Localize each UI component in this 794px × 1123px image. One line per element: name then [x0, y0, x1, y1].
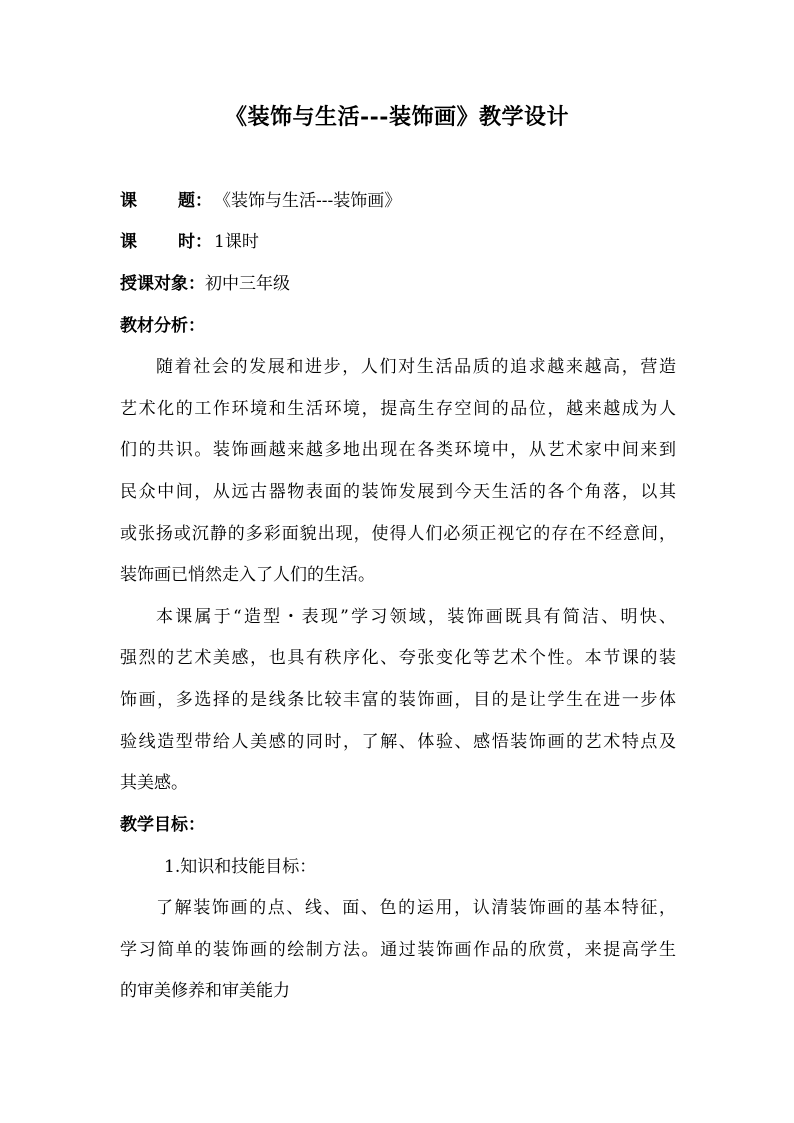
- analysis-para1-line: 们的共识。装饰画越来越多地出现在各类环境中，从艺术家中间来到: [120, 440, 676, 460]
- topic-label: 课 题：: [120, 191, 212, 211]
- goals-subheading-knowledge: 1.知识和技能目标：: [164, 857, 317, 877]
- goals-para-line: 学习简单的装饰画的绘制方法。通过装饰画作品的欣赏，来提高学生: [120, 940, 676, 960]
- goals-para-line: 了解装饰画的点、线、面、色的运用，认清装饰画的基本特征，: [156, 898, 676, 918]
- audience-label: 授课对象：: [120, 274, 205, 294]
- topic-value: 《装饰与生活---装饰画》: [214, 191, 402, 211]
- analysis-para1-line: 随着社会的发展和进步，人们对生活品质的追求越来越高，营造: [156, 357, 676, 377]
- analysis-para1-line: 或张扬或沉静的多彩面貌出现，使得人们必须正视它的存在不经意间，: [120, 524, 676, 544]
- analysis-para1-line: 民众中间，从远古器物表面的装饰发展到今天生活的各个角落，以其: [120, 482, 676, 502]
- goals-para-line: 的审美修养和审美能力: [120, 981, 290, 1001]
- audience-value: 初中三年级: [205, 274, 290, 294]
- analysis-para2-line: 强烈的艺术美感，也具有秩序化、夸张变化等艺术个性。本节课的装: [120, 648, 676, 668]
- analysis-para2-line: 饰画，多选择的是线条比较丰富的装饰画，目的是让学生在进一步体: [120, 690, 676, 710]
- analysis-para2-line: 验线造型带给人美感的同时，了解、体验、感悟装饰画的艺术特点及: [120, 732, 676, 752]
- analysis-heading: 教材分析：: [120, 316, 205, 336]
- analysis-para2-line: 其美感。: [120, 773, 188, 793]
- hours-line: [120, 231, 259, 253]
- topic-line: [120, 190, 401, 212]
- analysis-para1-line: 装饰画已悄然走入了人们的生活。: [120, 565, 375, 585]
- hours-label: 课 时：: [120, 232, 212, 252]
- analysis-para2-line: 本课属于“造型・表现”学习领域，装饰画既具有简洁、明快、: [156, 607, 676, 627]
- hours-value: 1课时: [214, 232, 259, 252]
- analysis-para1-line: 艺术化的工作环境和生活环境，提高生存空间的品位，越来越成为人: [120, 399, 676, 419]
- audience-line: [120, 273, 290, 295]
- goals-heading: 教学目标：: [120, 815, 205, 835]
- document-title: 《装饰与生活---装饰画》教学设计: [225, 104, 569, 130]
